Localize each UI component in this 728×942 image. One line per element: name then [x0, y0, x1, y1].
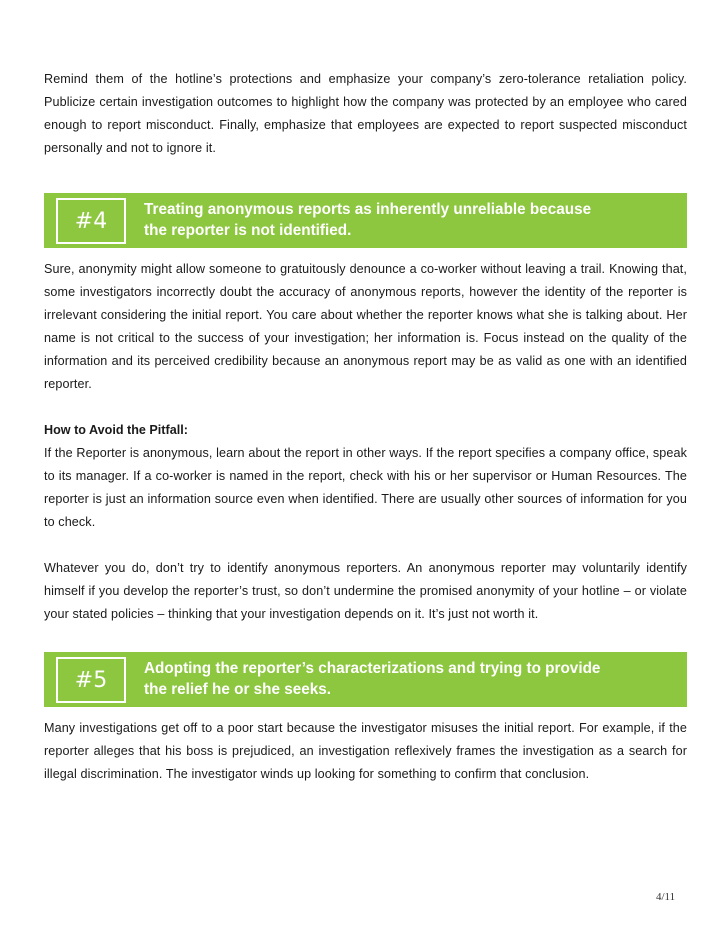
- pitfall-4-body: Sure, anonymity might allow someone to gratuitously denounce a co-worker without leaving a trail. Knowing that, some investigators incorrectly doubt the accuracy of anonymous reports, however the identity of the reporter is irrelevant considering the initial report. You care about whether the reporter knows what she is talking about. Her name is not critical to the success of your investigation; her information is. Focus instead on the quality of the information and its perceived credibility because an anonymous report may be as valid as one with an identified reporter.: [44, 262, 687, 391]
- pitfall-4-title-line1: Treating anonymous reports as inherently unreliable because: [144, 201, 592, 218]
- pitfall-5-banner: [44, 652, 687, 707]
- pitfall-4-title: [144, 199, 667, 241]
- page-number: 4/11: [656, 891, 676, 903]
- pitfall-4-closing: Whatever you do, don’t try to identify anonymous reporters. An anonymous reporter may voluntarily identify himself if you develop the reporter’s trust, so don’t undermine the promised anonymity of your hotline – or violate your stated policies – thinking that your investigation depends on it. It’s just not worth it.: [44, 561, 687, 621]
- pitfall-4-banner: [44, 193, 687, 248]
- pitfall-5-number: #5: [58, 659, 124, 701]
- pitfall-5-title-line1: Adopting the reporter’s characterizations and trying to provide: [144, 660, 601, 677]
- pitfall-5-title: [144, 658, 667, 700]
- pitfall-4-avoid-body: If the Reporter is anonymous, learn about the report in other ways. If the report specifies a company office, speak to its manager. If a co-worker is named in the report, check with his or her supervisor or Human Resources. The reporter is just an information source even when identified. There are usually other sources of information for you to check.: [44, 446, 687, 529]
- document-page: [44, 68, 687, 786]
- pitfall-4-number-box: [54, 196, 128, 246]
- pitfall-5-body: Many investigations get off to a poor start because the investigator misuses the initial report. For example, if the reporter alleges that his boss is prejudiced, an investigation reflexively frames the investigation as a search for illegal discrimination. The investigator winds up looking for something to confirm that conclusion.: [44, 721, 687, 781]
- pitfall-5-number-box: [54, 655, 128, 705]
- intro-paragraph: Remind them of the hotline’s protections and emphasize your company’s zero-tolerance retaliation policy. Publicize certain investigation outcomes to highlight how the company was protected by an employee who cared enough to report misconduct. Finally, emphasize that employees are expected to report suspected misconduct personally and not to ignore it.: [44, 72, 687, 155]
- pitfall-5-title-line2: the relief he or she seeks.: [144, 681, 332, 698]
- pitfall-4-number: #4: [58, 200, 124, 242]
- pitfall-4-avoid-heading: How to Avoid the Pitfall:: [44, 423, 188, 437]
- pitfall-4-title-line2: the reporter is not identified.: [144, 222, 352, 239]
